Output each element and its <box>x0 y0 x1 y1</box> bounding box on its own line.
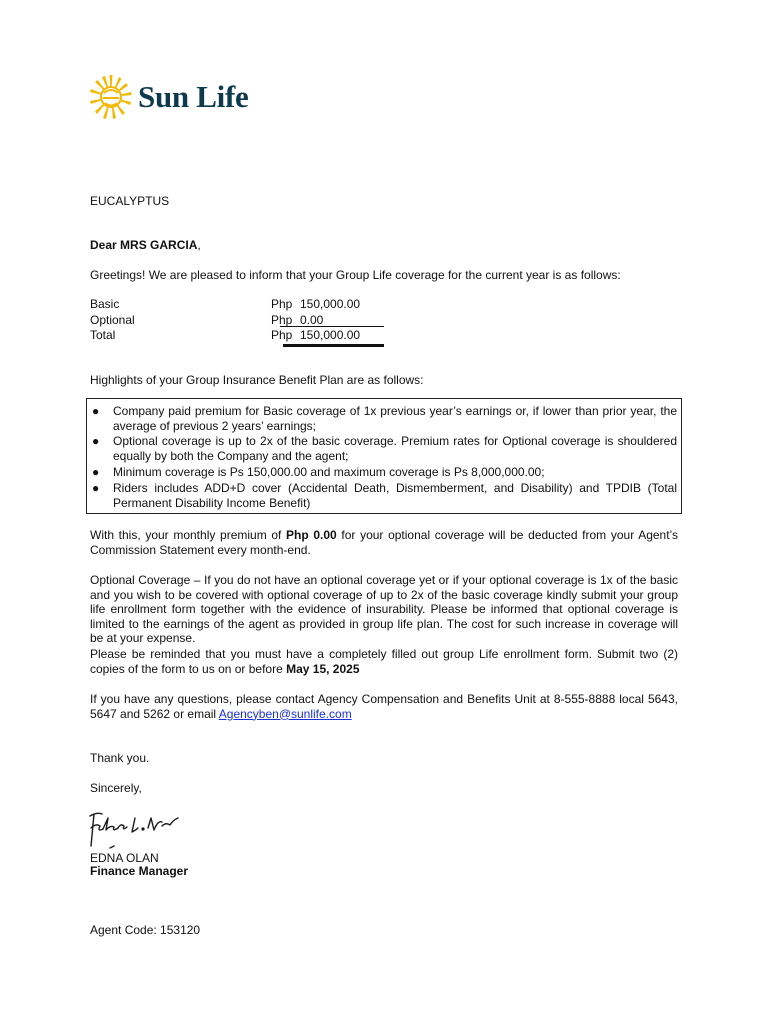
closing-sincerely: Sincerely, <box>90 781 142 795</box>
total-double-rule <box>283 344 384 347</box>
signatory-name: EDNA OLAN <box>90 851 159 865</box>
premium-paragraph <box>90 528 678 557</box>
highlight-text: Optional coverage is up to 2x of the basic coverage. Premium rates for Optional coverage is shouldered equally by both the Company and the agent; <box>113 434 677 463</box>
closing-thanks: Thank you. <box>90 751 150 765</box>
highlight-text: Riders includes ADD+D cover (Accidental Death, Dismemberment, and Disability) and TPDIB (Total Permanent Disability Income Benefit) <box>113 481 677 510</box>
signatory-title: Finance Manager <box>90 864 189 878</box>
highlight-text: Minimum coverage is Ps 150,000.00 and maximum coverage is Ps 8,000,000.00; <box>113 465 545 479</box>
coverage-row-basic <box>90 297 390 312</box>
salutation-name: MRS GARCIA <box>120 238 198 252</box>
premium-text-before: With this, your monthly premium of <box>90 528 287 542</box>
coverage-currency: Php <box>271 313 293 327</box>
bullet-icon: ● <box>92 434 100 448</box>
coverage-amount: 150,000.00 <box>300 297 361 311</box>
reminder-paragraph <box>90 647 678 676</box>
coverage-currency: Php <box>271 328 293 342</box>
premium-amount: Php 0.00 <box>286 528 337 542</box>
handwritten-signature <box>88 808 184 852</box>
bullet-icon: ● <box>92 465 100 479</box>
salutation <box>90 238 201 253</box>
subtotal-rule <box>280 326 384 327</box>
coverage-label: Basic <box>90 297 120 311</box>
optional-coverage-paragraph: Optional Coverage – If you do not have an optional coverage yet or if your optional coverage is 1x of the basic and you wish to be covered with optional coverage of up to 2x of the basic coverage kindly submit your group life enrollment form together with the evidence of insurability. Please be informed that optional coverage is limited to the earnings of the agent as provided in group life plan. The cost for such increase in coverage will be at your expense. <box>90 573 678 645</box>
premium-text-after: for your optional coverage will be deducted from your Agent’s Commission Statement every month-end. <box>90 528 679 557</box>
agent-code: Agent Code: 153120 <box>90 923 201 937</box>
contact-paragraph <box>90 692 678 721</box>
deadline-date: May 15, 2025 <box>286 661 360 676</box>
bullet-icon: ● <box>92 481 100 495</box>
reminder-text: Please be reminded that you must have a completely filled out group Life enrollment form. Submit two (2) copies of the form to us on or before <box>90 647 678 676</box>
highlights-intro: Highlights of your Group Insurance Benefit Plan are as follows: <box>90 373 424 387</box>
coverage-label: Optional <box>90 313 135 327</box>
coverage-label: Total <box>90 328 116 342</box>
email-link[interactable]: Agencyben@sunlife.com <box>218 706 352 721</box>
sun-life-logo <box>88 72 248 122</box>
intro-text: Greetings! We are pleased to inform that your Group Life coverage for the current year is as follows: <box>90 268 621 282</box>
coverage-currency: Php <box>271 297 293 311</box>
coverage-row-total <box>90 328 390 343</box>
salutation-punct: , <box>197 238 201 252</box>
bullet-icon: ● <box>92 404 100 418</box>
sun-icon <box>88 73 134 121</box>
coverage-amount: 0.00 <box>300 313 324 327</box>
highlight-text: Company paid premium for Basic coverage of 1x previous year’s earnings or, if lower than prior year, the average of previous 2 years’ earnings; <box>113 404 677 433</box>
salutation-greeting: Dear <box>90 238 121 252</box>
highlights-box <box>86 398 682 514</box>
recipient-unit: EUCALYPTUS <box>90 194 170 208</box>
contact-text: If you have any questions, please contact Agency Compensation and Benefits Unit at 8-555-8888 local 5643, 5647 and 5262 or email <box>90 692 678 721</box>
coverage-amount: 150,000.00 <box>300 328 361 342</box>
brand-name: Sun Life <box>138 79 249 114</box>
